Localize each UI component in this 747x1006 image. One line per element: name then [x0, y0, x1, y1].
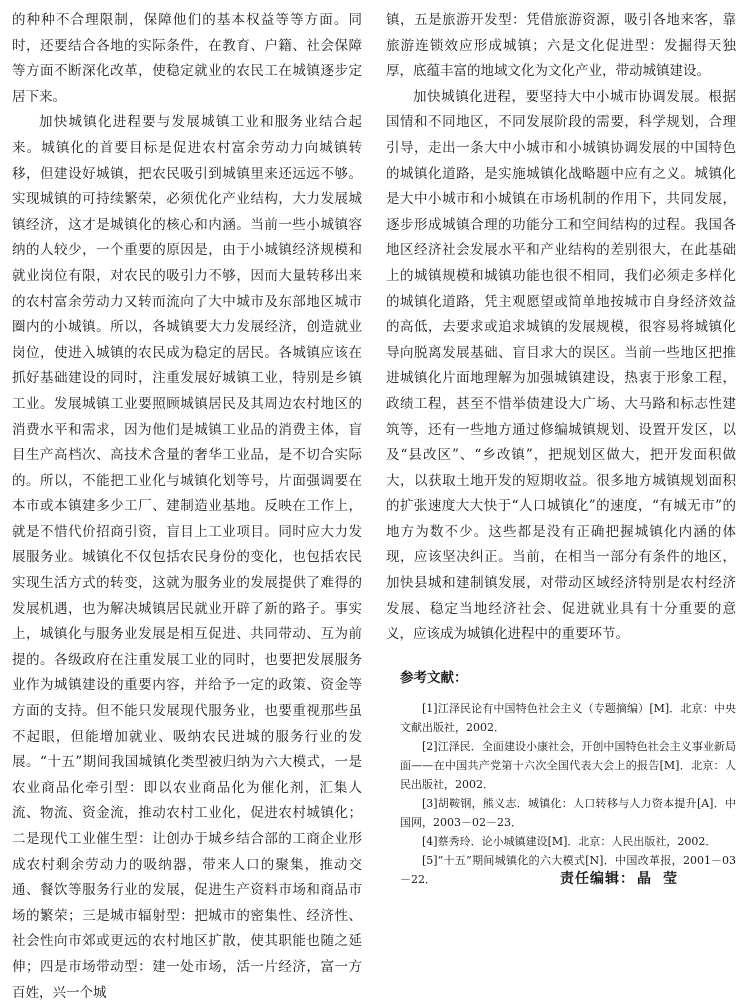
reference-item: [1]江泽民论有中国特色社会主义（专题摘编）[M]．北京：中央文献出版社，2002．	[400, 702, 736, 735]
body-paragraph: 加快城镇化进程要与发展城镇工业和服务业结合起来。城镇化的首要目标是促进农村富余劳动力向城镇转移，但建设好城镇，把农民吸引到城镇里来还远远不够。实现城镇的可持续繁荣，必须优化产业结构，大力发展城镇经济，这才是城镇化的核心和内涵。当前一些小城镇容纳的人较少，一个重要的原因是，由于小城镇经济规模和就业岗位有限，对农民的吸引力不够，因而大量转移出来的农村富余劳动力又转而流向了大中城市及东部地区城市圈内的小城镇。所以，各城镇要大力发展经济，创造就业岗位，使进入城镇的农民成为稳定的居民。各城镇应该在抓好基础建设的同时，注重发展好城镇工业，特别是乡镇工业。发展城镇工业要照顾城镇居民及其周边农村地区的消费水平和需求，因为他们是城镇工业品的消费主体，盲目生产高档次、高技术含量的奢华工业品，是不切合实际的。所以，不能把工业化与城镇化划等号，片面强调要在本市或本镇建多少工厂、建制造业基地。反映在工作上，就是不惜代价招商引资，盲目上工业项目。同时应大力发展服务业。城镇化不仅包括农民身份的变化，也包括农民实现生活方式的转变，这就为服务业的发展提供了难得的发展机遇，也为解决城镇居民就业开辟了新的路子。事实上，城镇化与服务业发展是相互促进、共同带动、互为前提的。各级政府在注重发展工业的同时，也要把发展服务业作为城镇建设的重要内容，并给予一定的政策、资金等方面的支持。但不能只发展现代服务业，也要重视那些虽不起眼，但能增加就业、吸纳农民进城的服务行业的发展。“十五”期间我国城镇化类型被归纳为六大模式，一是农业商品化牵引型：即以农业商品化为催化剂，汇集人流、物流、资金流，推动农村工业化，促进农村城镇化；二是现代工业催生型：让创办于城乡结合部的工商企业形成农村剩余劳动力的吸纳器，带来人口的聚集，推动交通、餐饮等服务行业的发展，促进生产资料市场和商品市场的繁荣；三是城市辐射型：把城市的密集性、经济性、社会性向市郊或更远的农村地区扩散，使其职能也随之延伸；四是市场带动型：建一处市场，活一片经济，富一方百姓，兴一个城	[12, 114, 362, 1001]
reference-item: [4]蔡秀玲．论小城镇建设[M]．北京：人民出版社，2002．	[422, 835, 717, 849]
right-column	[386, 8, 736, 889]
body-paragraph: 镇，五是旅游开发型：凭借旅游资源，吸引各地来客，靠旅游连锁效应形成城镇；六是文化促进型：发掘得天独厚，底蕴丰富的地域文化为文化产业，带动城镇建设。	[386, 12, 736, 80]
references-list	[386, 699, 736, 889]
body-paragraph: 加快城镇化进程，要坚持大中小城市协调发展。根据国情和不同地区，不同发展阶段的需要，科学规划，合理引导，走出一条大中小城市和小城镇协调发展的中国特色的城镇化道路，是实施城镇化战略题中应有之义。城镇化是大中小城市和小城镇在市场机制的作用下，共同发展，逐步形成城镇合理的功能分工和空间结构的过程。我国各地区经济社会发展水平和产业结构的差别很大，在此基础上的城镇规模和城镇功能也很不相同，我们必须走多样化的城镇化道路，凭主观愿望或简单地按城市自身经济效益的高低，去要求或追求城镇的发展规模，很容易将城镇化导向脱离发展基础、盲目求大的误区。当前一些地区把推进城镇化片面地理解为加强城镇建设，热衷于形象工程，政绩工程，甚至不惜举债建设大广场、大马路和标志性建筑等，还有一些地方通过修编城镇规划、设置开发区，以及“县改区”、“乡改镇”，把规划区做大，把开发面积做大，以获取土地开发的短期收益。很多地方城镇规划面积的扩张速度大大快于“人口城镇化”的速度，“有城无市”的地方为数不少。这些都是没有正确把握城镇化内涵的体现，应该坚决纠正。当前，在相当一部分有条件的地区，加快县城和建制镇发展，对带动区域经济特别是农村经济发展、稳定当地经济社会、促进就业具有十分重要的意义，应该成为城镇化进程中的重要环节。	[386, 88, 736, 643]
reference-item: [5]“十五”期间城镇化的六大模式[N]．中国改革报，2001－03－22．	[400, 854, 736, 887]
body-paragraph: 的种种不合理限制，保障他们的基本权益等等方面。同时，还要结合各地的实际条件，在教育、户籍、社会保障等方面不断深化改革，使稳定就业的农民工在城镇逐步定居下来。	[12, 12, 362, 105]
editor-name: 晶莹	[637, 871, 689, 887]
responsible-editor	[560, 868, 689, 888]
reference-item: [2]江泽民．全面建设小康社会，开创中国特色社会主义事业新局面——在中国共产党第十六次全国代表大会上的报告[M]．北京：人民出版社，2002．	[400, 740, 736, 792]
editor-label: 责任编辑：	[560, 871, 635, 887]
left-column	[12, 8, 362, 1006]
reference-item: [3]胡鞍钢，熊义志．城镇化：人口转移与人力资本提升[A]．中国网，2003－02－23．	[400, 797, 736, 830]
references-heading: 参考文献：	[400, 669, 468, 686]
